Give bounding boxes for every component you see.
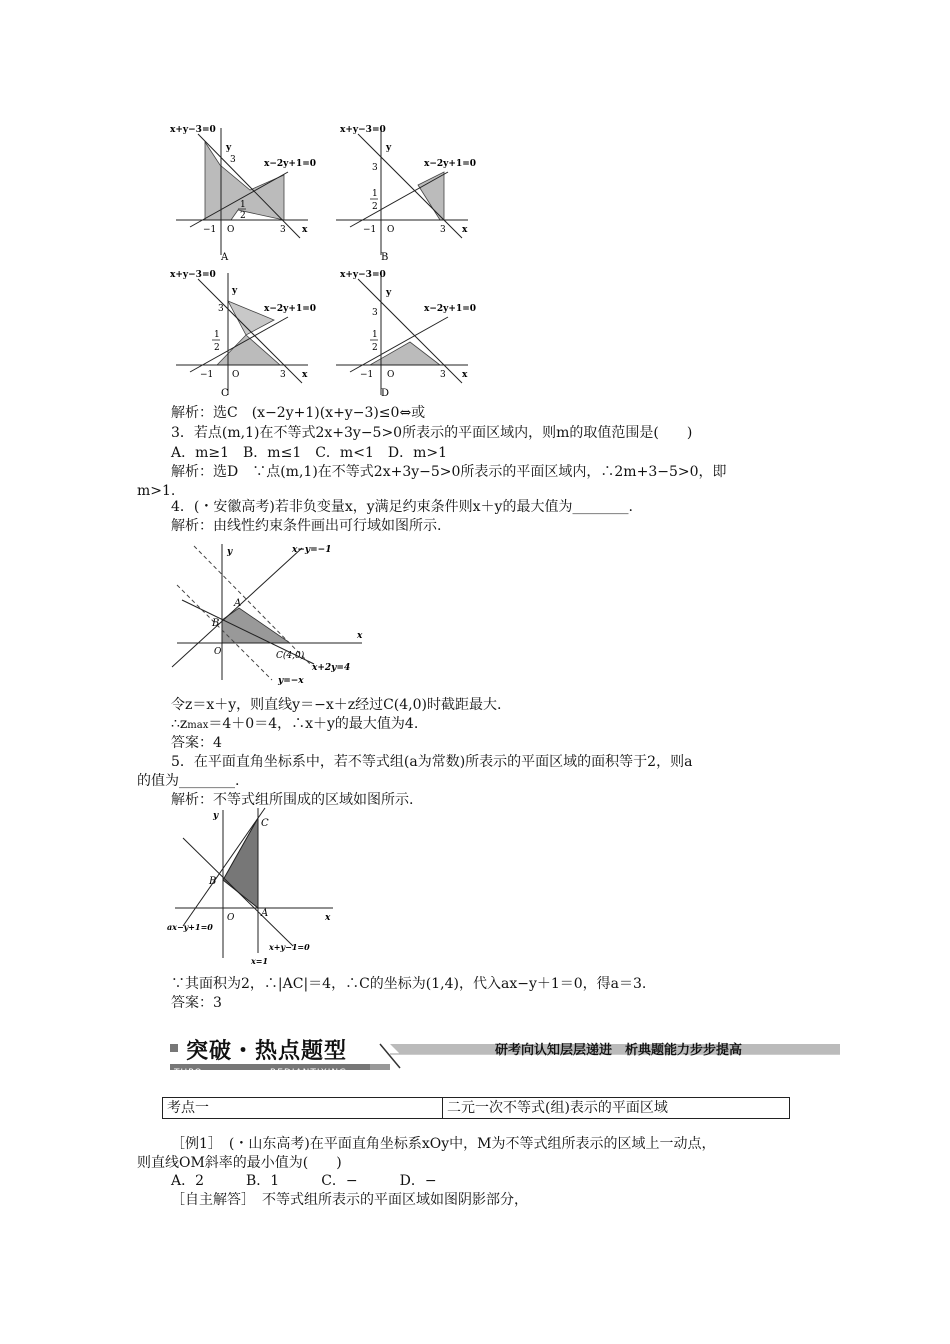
tick-half-num: 1 xyxy=(372,330,378,340)
tick-3-y: 3 xyxy=(230,155,236,165)
origin-label: O xyxy=(232,370,240,380)
q3-options: A．m≥1 B．m≤1 C．m<1 D．m>1 xyxy=(171,445,447,461)
tick-3-y: 3 xyxy=(218,304,224,314)
origin-label: O xyxy=(227,225,235,235)
tick-minus-1: −1 xyxy=(360,370,374,380)
q4-line1: 令z＝x＋y，则直线y＝−x＋z经过C(4,0)时截距最大. xyxy=(171,697,502,713)
example1-answer: ［自主解答］ 不等式组所表示的平面区域如图阴影部分， xyxy=(171,1192,528,1208)
q3-stem: 3．若点(m,1)在不等式2x+3y−5>0所表示的平面区域内，则m的取值范围是( ) xyxy=(171,425,693,441)
x-axis-label: x xyxy=(325,913,331,923)
y-axis-label: y xyxy=(226,143,232,153)
tick-half-den: 2 xyxy=(214,343,220,353)
q3-analysis-2: m>1. xyxy=(137,483,176,499)
y-axis-label: y xyxy=(386,288,392,298)
tick-minus-1: −1 xyxy=(200,370,214,380)
tick-half-num: 1 xyxy=(240,200,246,210)
origin-label: O xyxy=(387,225,395,235)
kaodian-table xyxy=(162,1097,790,1119)
shaded-region xyxy=(418,172,444,220)
q5-stem-1: 5．在平面直角坐标系中，若不等式组(a为常数)所表示的平面区域的面积等于2，则a xyxy=(171,754,693,770)
kaodian-label: 考点一 xyxy=(163,1098,443,1118)
tick-minus-1: −1 xyxy=(363,225,377,235)
q4-figure xyxy=(172,540,372,690)
example1-options: A．2 B．1 C．− D．− xyxy=(171,1173,437,1189)
point-c: C(4,0) xyxy=(276,651,305,661)
example1-stem-2: 则直线OM斜率的最小值为( ) xyxy=(137,1155,342,1171)
q4-analysis: 解析：由线性约束条件画出可行域如图所示. xyxy=(171,518,442,534)
banner-title: 突破・热点题型 xyxy=(186,1038,348,1064)
line-label-a: x+y−3=0 xyxy=(170,125,216,135)
line-label-x-eq-1: x=1 xyxy=(251,956,269,966)
tick-3-x: 3 xyxy=(280,225,286,235)
feasible-region xyxy=(222,608,290,643)
q2-analysis: 解析：选C (x−2y+1)(x+y−3)≤0⇔或 xyxy=(171,405,426,421)
point-b: B xyxy=(209,876,217,887)
q3-analysis-1: 解析：选D ∵点(m,1)在不等式2x+3y−5>0所表示的平面区域内，∴2m+3−5>0，即 xyxy=(171,464,727,480)
tick-half-num: 1 xyxy=(372,189,378,199)
q5-line1: ∵其面积为2，∴|AC|＝4，∴C的坐标为(1,4)，代入ax−y＋1＝0，得a＝3. xyxy=(171,976,647,992)
line-label-b: x−2y+1=0 xyxy=(424,304,477,314)
point-c: C xyxy=(261,818,269,829)
q5-analysis: 解析：不等式组所围成的区域如图所示. xyxy=(171,792,414,808)
y-axis-label: y xyxy=(213,811,219,821)
q5-stem-2: 的值为________. xyxy=(137,773,240,789)
tick-3-y: 3 xyxy=(372,163,378,173)
origin-label: O xyxy=(214,647,222,657)
line-label-ax: ax−y+1=0 xyxy=(167,922,213,932)
line-label-a: x+y−3=0 xyxy=(170,270,216,280)
q4-line2: ∴zmax＝4＋0＝4，∴x＋y的最大值为4. xyxy=(171,716,419,732)
x-axis-label: x xyxy=(302,370,308,380)
line-label-x-plus-y: x+y−1=0 xyxy=(269,942,310,952)
x-axis-label: x xyxy=(462,370,468,380)
x-axis-label: x xyxy=(357,631,363,641)
tick-3-x: 3 xyxy=(440,225,446,235)
option-label-b: B xyxy=(381,252,389,263)
line-label-x-plus-2y: x+2y=4 xyxy=(312,663,351,673)
point-b: B xyxy=(212,618,220,629)
tick-half-den: 2 xyxy=(372,202,378,212)
line-label-a: x+y−3=0 xyxy=(340,125,386,135)
point-a: A xyxy=(234,598,242,609)
tick-half-num: 1 xyxy=(214,330,220,340)
tick-3-x: 3 xyxy=(440,370,446,380)
tick-half-den: 2 xyxy=(240,211,246,221)
option-figure-d xyxy=(330,265,480,405)
origin-label: O xyxy=(227,913,235,923)
tick-half-den: 2 xyxy=(372,343,378,353)
origin-label: O xyxy=(387,370,395,380)
section-banner xyxy=(170,1040,840,1080)
option-label-c: C xyxy=(221,388,229,399)
example1-stem-1: ［例1］ (・山东高考)在平面直角坐标系xOy中，M为不等式组所表示的区域上一动点， xyxy=(171,1136,716,1152)
line-label-a: x+y−3=0 xyxy=(340,270,386,280)
tick-3-x: 3 xyxy=(280,370,286,380)
q5-answer: 答案：3 xyxy=(171,995,222,1011)
x-axis-label: x xyxy=(302,225,308,235)
point-a: A xyxy=(261,908,269,919)
q4-stem: 4．(・安徽高考)若非负变量x，y满足约束条件则x＋y的最大值为________. xyxy=(171,499,633,515)
line-label-x-minus-y: x−y=−1 xyxy=(292,545,332,555)
y-axis-label: y xyxy=(386,143,392,153)
option-figure-c xyxy=(170,265,320,405)
q5-figure xyxy=(165,808,340,968)
line-label-b: x−2y+1=0 xyxy=(424,159,477,169)
x-axis-label: x xyxy=(462,225,468,235)
line-label-b: x−2y+1=0 xyxy=(264,159,317,169)
banner-pinyin-1: TUPO xyxy=(174,1068,203,1078)
kaodian-topic: 二元一次不等式(组)表示的平面区域 xyxy=(447,1100,668,1116)
line-label-y-neg-x: y=−x xyxy=(278,676,304,686)
q4-answer: 答案：4 xyxy=(171,735,222,751)
option-figure-a xyxy=(170,120,320,265)
option-label-a: A xyxy=(221,252,229,263)
line-label-b: x−2y+1=0 xyxy=(264,304,317,314)
option-label-d: D xyxy=(381,388,390,399)
tick-minus-1: −1 xyxy=(203,225,217,235)
banner-slogan: 研考向认知层层递进 析典题能力步步提高 xyxy=(495,1043,743,1058)
banner-pinyin-2: REDIANTIXING xyxy=(270,1068,348,1078)
option-figure-b xyxy=(330,120,480,265)
y-axis-label: y xyxy=(227,547,233,557)
tick-3-y: 3 xyxy=(372,308,378,318)
y-axis-label: y xyxy=(232,286,238,296)
